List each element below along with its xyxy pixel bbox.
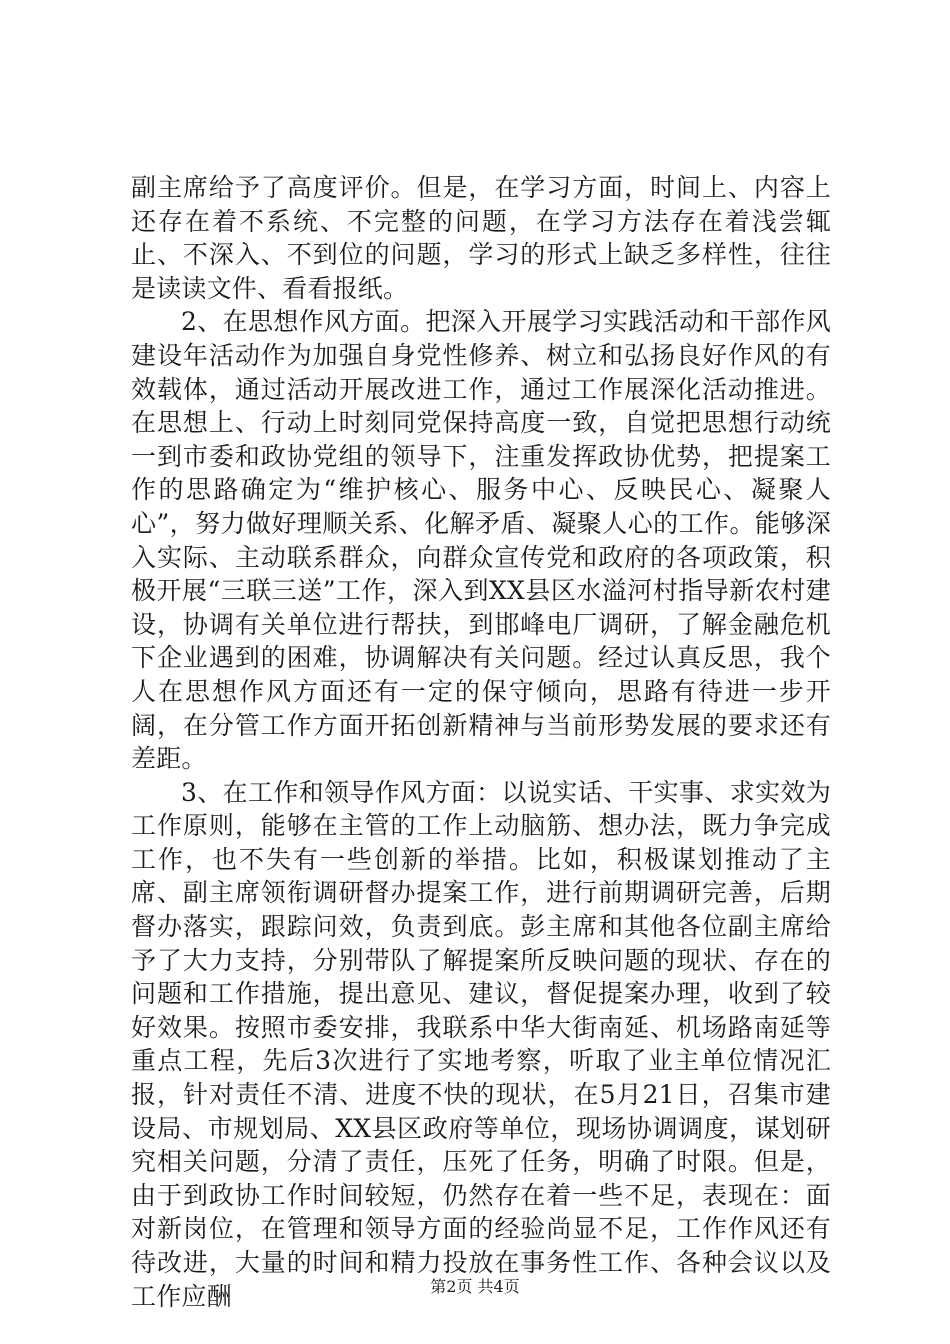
paragraph-thought-style: 2、在思想作风方面。把深入开展学习实践活动和干部作风建设年活动作为加强自身党性修养、树立和弘扬良好作风的有效载体，通过活动开展改进工作，通过工作展深化活动推进。在思想上、行动上时刻同党保持高度一致，自觉把思想行动统一到市委和政协党组的领导下，注重发挥政协优势，把提案工作的思路确定为“维护核心、服务中心、反映民心、凝聚人心”，努力做好理顺关系、化解矛盾、凝聚人心的工作。能够深入实际、主动联系群众，向群众宣传党和政府的各项政策，积极开展“三联三送”工作，深入到XX县区水溢河村指导新农村建设，协调有关单位进行帮扶，到邯峰电厂调研，了解金融危机下企业遇到的困难，协调解决有关问题。经过认真反思，我个人在思想作风方面还有一定的保守倾向，思路有待进一步开阔，在分管工作方面开拓创新精神与当前形势发展的要求还有差距。 [131,307,831,774]
paragraph-continuation: 副主席给予了高度评价。但是，在学习方面，时间上、内容上还存在着不系统、不完整的问题，在学习方法存在着浅尝辄止、不深入、不到位的问题，学习的形式上缺乏多样性，往往是读读文件、看看报纸。 [131,173,831,303]
document-body [131,171,831,1313]
paragraph-work-leadership-style: 3、在工作和领导作风方面：以说实话、干实事、求实效为工作原则，能够在主管的工作上动脑筋、想办法，既力争完成工作，也不失有一些创新的举措。比如，积极谋划推动了主席、副主席领衔调研督办提案工作，进行前期调研完善，后期督办落实，跟踪问效，负责到底。彭主席和其他各位副主席给予了大力支持，分别带队了解提案所反映问题的现状、存在的问题和工作措施，提出意见、建议，督促提案办理，收到了较好效果。按照市委安排，我联系中华大街南延、机场路南延等重点工程，先后3次进行了实地考察，听取了业主单位情况汇报，针对责任不清、进度不快的现状，在5月21日，召集市建设局、市规划局、XX县区政府等单位，现场协调调度，谋划研究相关问题，分清了责任，压死了任务，明确了时限。但是，由于到政协工作时间较短，仍然存在着一些不足，表现在：面对新岗位，在管理和领导方面的经验尚显不足，工作作风还有待改进，大量的时间和精力投放在事务性工作、各种会议以及工作应酬 [131,777,831,1311]
page-number-footer: 第2页 共4页 [430,1277,520,1296]
